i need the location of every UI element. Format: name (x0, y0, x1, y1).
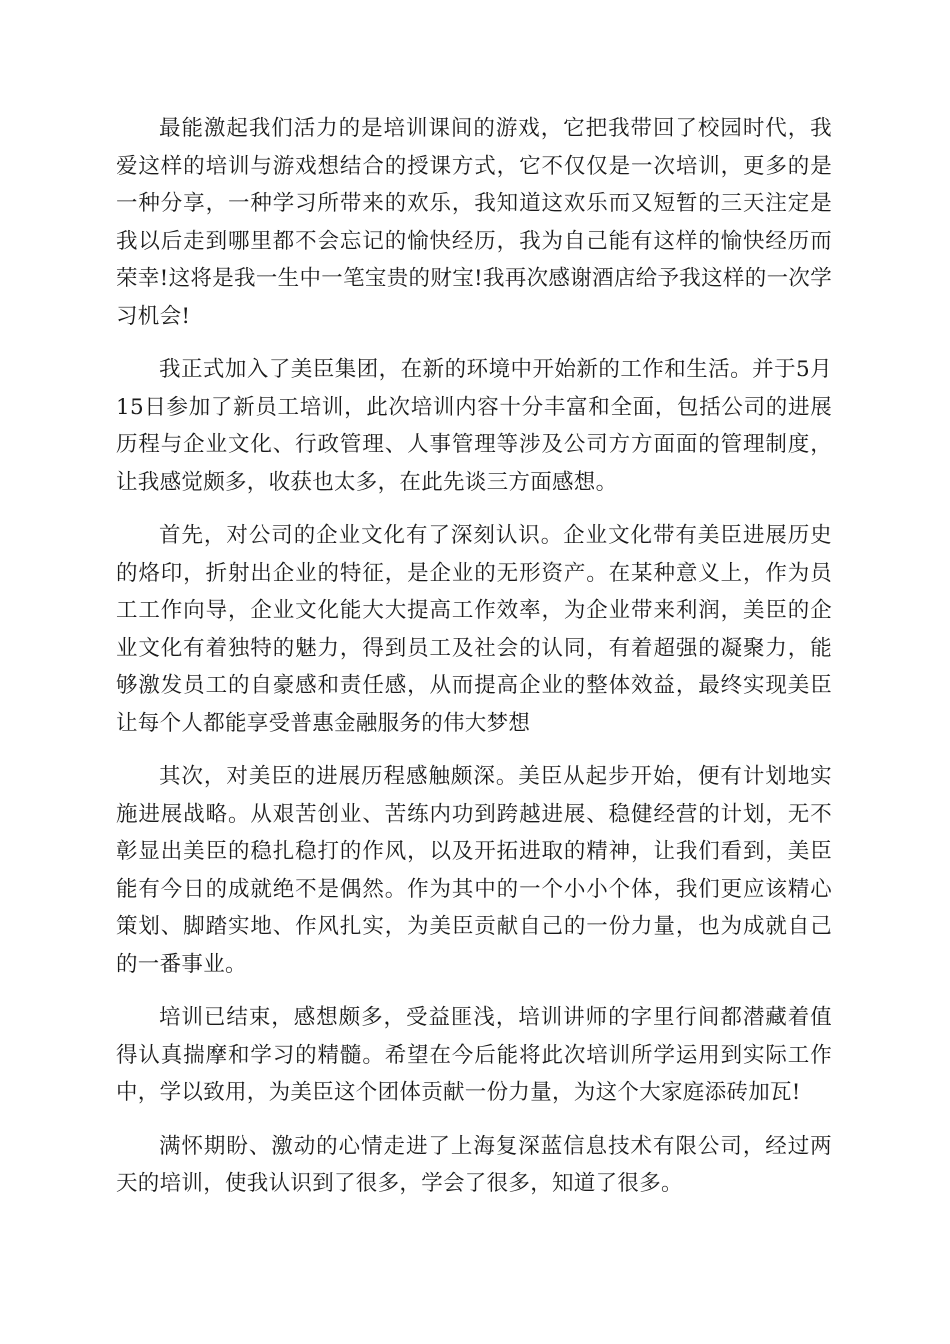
paragraph-1: 最能激起我们活力的是培训课间的游戏，它把我带回了校园时代，我爱这样的培训与游戏想结合的授课方式，它不仅仅是一次培训，更多的是一种分享，一种学习所带来的欢乐，我知道这欢乐而又短暂的三天注定是我以后走到哪里都不会忘记的愉快经历，我为自己能有这样的愉快经历而荣幸!这将是我一生中一笔宝贵的财宝!我再次感谢酒店给予我这样的一次学习机会! (116, 116, 832, 329)
paragraph-3: 首先，对公司的企业文化有了深刻认识。企业文化带有美臣进展历史的烙印，折射出企业的特征，是企业的无形资产。在某种意义上，作为员工工作向导，企业文化能大大提高工作效率，为企业带来利润，美臣的企业文化有着独特的魅力，得到员工及社会的认同，有着超强的凝聚力，能够激发员工的自豪感和责任感，从而提高企业的整体效益，最终实现美臣让每个人都能享受普惠金融服务的伟大梦想 (116, 523, 832, 736)
paragraph-6: 满怀期盼、激动的心情走进了上海复深蓝信息技术有限公司，经过两天的培训，使我认识到了很多，学会了很多，知道了很多。 (116, 1133, 832, 1196)
paragraph-5: 培训已结束，感想颇多，受益匪浅，培训讲师的字里行间都潜藏着值得认真揣摩和学习的精髓。希望在今后能将此次培训所学运用到实际工作中，学以致用，为美臣这个团体贡献一份力量，为这个大家庭添砖加瓦! (116, 1005, 832, 1105)
paragraph-4: 其次，对美臣的进展历程感触颇深。美臣从起步开始，便有计划地实施进展战略。从艰苦创业、苦练内功到跨越进展、稳健经营的计划，无不彰显出美臣的稳扎稳打的作风，以及开拓进取的精神，让我们看到，美臣能有今日的成就绝不是偶然。作为其中的一个小小个体，我们更应该精心策划、脚踏实地、作风扎实，为美臣贡献自己的一份力量，也为成就自己的一番事业。 (116, 764, 832, 977)
paragraph-2: 我正式加入了美臣集团，在新的环境中开始新的工作和生活。并于5月15日参加了新员工培训，此次培训内容十分丰富和全面，包括公司的进展历程与企业文化、行政管理、人事管理等涉及公司方方面面的管理制度，让我感觉颇多，收获也太多，在此先谈三方面感想。 (116, 357, 832, 495)
document-body (116, 110, 832, 1219)
